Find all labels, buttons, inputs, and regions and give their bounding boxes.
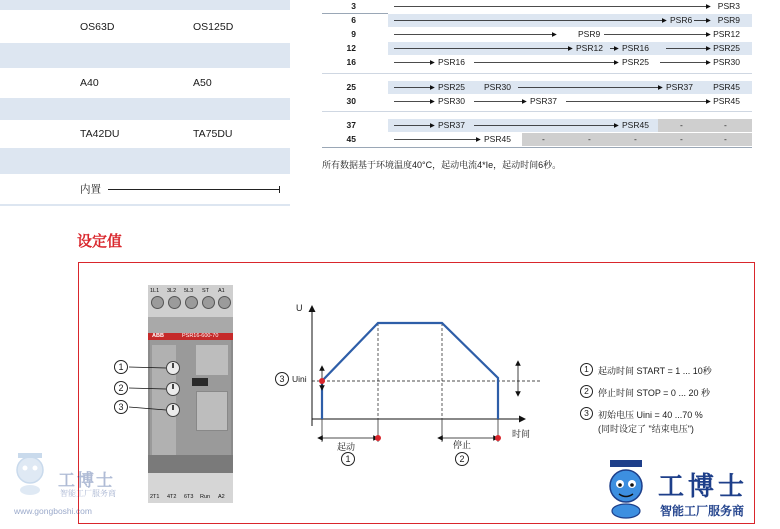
brand-logo: ABB [152, 333, 164, 339]
stop-marker: 2 [455, 452, 469, 466]
spec-cell: A40 [80, 77, 99, 89]
watermark-right [600, 458, 770, 524]
dash-cell: - [724, 120, 727, 130]
psr-label: PSR30 [484, 82, 511, 92]
uini-marker: 3 [275, 372, 289, 386]
psr-label: PSR30 [438, 96, 465, 106]
rated-current: 6 [351, 15, 356, 25]
psr-label: PSR9 [578, 29, 601, 39]
psr-label: PSR37 [530, 96, 557, 106]
voltage-curve [322, 323, 498, 419]
legend-text: 起动时间 START = 1 ... 10秒 [598, 366, 712, 376]
rated-current: 12 [346, 43, 356, 53]
psr-label: PSR45 [713, 82, 740, 92]
psr-label: PSR16 [622, 43, 649, 53]
stop-label: 停止 [453, 440, 472, 450]
psr-label: PSR37 [666, 82, 693, 92]
dash-cell: - [680, 120, 683, 130]
psr-label: PSR12 [576, 43, 603, 53]
x-axis-label: 时间 [512, 429, 531, 439]
rated-current: 3 [351, 1, 356, 11]
y-axis-label: U [296, 303, 303, 313]
dash-cell: - [724, 134, 727, 144]
terminal-label: Run [200, 494, 211, 500]
psr-label: PSR9 [717, 15, 740, 25]
rated-current: 45 [346, 134, 356, 144]
model-label: PSR16-600-70 [182, 333, 219, 339]
rated-current: 16 [346, 57, 356, 67]
terminal-label: 3L2 [167, 288, 177, 294]
psr-label: PSR37 [438, 120, 465, 130]
builtin-label: 内置 [80, 183, 101, 196]
terminal-label: 6T3 [184, 494, 194, 500]
start-marker: 1 [341, 452, 355, 466]
terminal-label: 4T2 [167, 494, 177, 500]
mascot-icon [600, 458, 652, 520]
mascot-icon [10, 448, 50, 496]
spec-cell: OS63D [80, 20, 115, 33]
watermark-subtitle: 智能工厂服务商 [660, 504, 745, 518]
rated-current: 37 [346, 120, 356, 130]
voltage-time-diagram [270, 290, 570, 470]
marker-1: 1 [114, 360, 128, 374]
legend-marker: 3 [580, 407, 593, 420]
initial-voltage-point [319, 378, 325, 384]
psr-label: PSR3 [717, 1, 740, 11]
watermark-url: www.gongboshi.com [14, 506, 92, 516]
terminal-label: ST [202, 288, 210, 294]
psr-label: PSR6 [670, 15, 693, 25]
rated-current: 9 [351, 29, 356, 39]
dash-cell: - [680, 134, 683, 144]
uini-label: Uini [292, 374, 307, 384]
legend-marker: 2 [580, 385, 593, 398]
spec-cell: TA75DU [193, 128, 233, 140]
psr-label: PSR45 [713, 96, 740, 106]
watermark-left [10, 448, 135, 523]
watermark-title: 工博士 [658, 471, 749, 501]
legend-text: 初始电压 Uini = 40 ...70 % [598, 410, 703, 420]
psr-label: PSR25 [622, 57, 649, 67]
legend-note: (同时设定了 "结束电压") [598, 424, 694, 434]
marker-2: 2 [114, 381, 128, 395]
watermark-title: 工博士 [58, 471, 115, 490]
dash-cell: - [542, 134, 545, 144]
dash-cell: - [634, 134, 637, 144]
psr-label: PSR45 [484, 134, 511, 144]
terminal-label: A2 [218, 494, 225, 500]
spec-cell: TA42DU [80, 128, 120, 140]
stop-end-point [495, 435, 501, 441]
spec-cell: OS125D [193, 20, 234, 33]
psr-label: PSR16 [438, 57, 465, 67]
terminal-label: A1 [218, 288, 225, 294]
table-footnote: 所有数据基于环境温度40°C，起动电流4*Ie，起动时间6秒。 [322, 160, 562, 170]
terminal-label: 2T1 [150, 494, 160, 500]
section-title: 设定值 [77, 233, 123, 250]
psr-label: PSR25 [438, 82, 465, 92]
spec-cell: A50 [193, 77, 212, 89]
rated-current: 25 [346, 82, 356, 92]
psr-label: PSR30 [713, 57, 740, 67]
terminal-label: 1L1 [150, 288, 160, 294]
terminal-label: 5L3 [184, 288, 194, 294]
dash-cell: - [588, 134, 591, 144]
psr-label: PSR25 [713, 43, 740, 53]
rated-current: 30 [346, 96, 356, 106]
psr-label: PSR12 [713, 29, 740, 39]
start-end-point [375, 435, 381, 441]
marker-3: 3 [114, 400, 128, 414]
start-label: 起动 [337, 442, 356, 452]
legend-text: 停止时间 STOP = 0 ... 20 秒 [598, 388, 710, 398]
psr-label: PSR45 [622, 120, 649, 130]
watermark-subtitle: 智能工厂服务商 [60, 489, 116, 498]
legend-marker: 1 [580, 363, 593, 376]
